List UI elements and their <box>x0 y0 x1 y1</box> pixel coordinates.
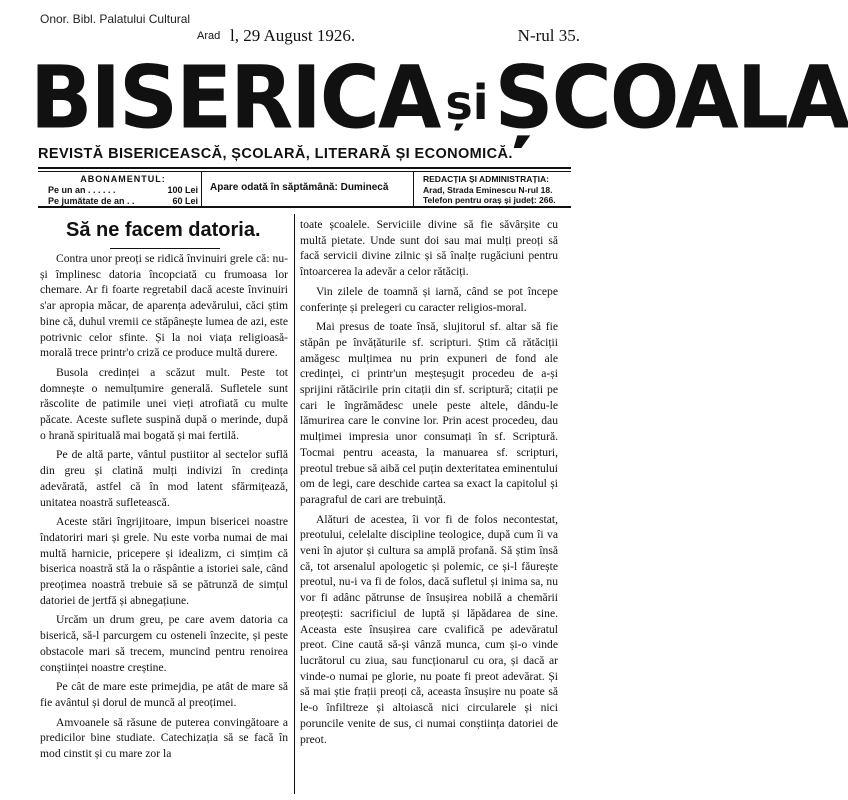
masthead-subtitle: REVISTĂ BISERICEASCĂ, ȘCOLARĂ, LITERARĂ ȘI ECONOMICĂ. <box>38 146 513 162</box>
masthead-word-biserica: BISERICA <box>30 48 440 149</box>
editorial-heading: REDACȚIA ȘI ADMINISTRAȚIA: <box>423 174 549 184</box>
article-column-right <box>300 217 558 796</box>
masthead-word-si: și <box>445 74 489 131</box>
article-paragraph: toate școalele. Serviciile divine să fie săvârșite cu multă pietate. Unde sunt doi sau mai mulți preoți să facă servicii divine zilnic și să înalțe rugăciuni pentru întoarcerea la adevăr a celor rătăciți. <box>300 218 558 279</box>
subscription-year-label: Pe un an . . . . . . <box>48 185 116 195</box>
editorial-phone: Telefon pentru oraș și județ: 266. <box>423 195 556 205</box>
article-paragraph: Pe cât de mare este primejdia, pe atât de mare să fie avântul și dorul de muncă al preoțimei. <box>40 680 288 709</box>
editorial-address: Arad, Strada Eminescu N-rul 18. <box>423 184 553 195</box>
article-column-left <box>40 251 288 796</box>
article-title: Să ne facem datoria. <box>66 219 261 241</box>
city-label: Arad <box>197 30 221 42</box>
dateline <box>40 22 580 48</box>
article-paragraph: Amvoanele să răsune de puterea convingătoare a predicilor bine studiate. Catechizația să se facă în mod cinstit și cu mare zor la <box>40 715 288 761</box>
header-rule <box>38 167 571 169</box>
subscription-box <box>48 174 198 207</box>
info-divider-left <box>201 172 202 206</box>
article-paragraph: Alături de acestea, îi vor fi de folos necontestat, preotului, celelalte discipline teologice, după cum îi va veni în ajutor și cultura sa amplă profană. Să știm însă că, tot arsenalul apologetic și polemic, ce și-l făurește preotul, nu-i va fi de folos, dacă sufletul și inima sa, nu vor fi adânc pătrunse de însușirea nobilă a chemării preoțești: sacrificiul de luptă și lăpădarea de sine. Aceasta este însușirea care cvalifică pe adevăratul preot. Cine caută să-și vânză munca, cum și-o vinde lucrătorul cu ziua, sau funcționarul cu ora, și dacă ar vinde-o numai pe glorie, nu poate fi preot adevărat. Și să mai știe frații preoți că, aceasta însușire nu poate să le-o înfiltreze și altoiască nici circularele și nici poruncile venite de sus, ci numai conștiința datoriei de preot. <box>300 512 558 746</box>
article-paragraph: Pe de altă parte, vântul pustiitor al sectelor suflă din greu și clatină mulți indivizi în credința adevărată, astfel că în mod latent sfărmițează, unitatea noastră sufletească. <box>40 448 288 509</box>
publication-frequency: Apare odată în săptămână: Duminecă <box>210 182 389 193</box>
subscription-row-half <box>48 196 198 207</box>
subscription-half-label: Pe jumătate de an . . <box>48 196 135 206</box>
column-divider <box>294 214 295 794</box>
info-divider-right <box>413 172 414 206</box>
library-stamp: Onor. Bibl. Palatului Cultural <box>40 12 191 26</box>
article-paragraph: Aceste stări îngrijitoare, impun bisericei noastre îndatoriri mari și grele. Nu este vorba numai de mai multă harnicie, pricepere și idealizm, ci simțim că biserica noastră stă la o răspântie a istoriei sale, când preoțimea noastră trebuie să se pătrunză de simțul datoriei de jertfă și abnegațiune. <box>40 515 288 607</box>
article-paragraph: Contra unor preoți se ridică învinuiri grele că: nu-și împlinesc datoria încopciată cu frumoasa lor chemare. Ar fi foarte regretabil dacă aceste învinuiri s'ar apropia măcar, de aparența adevărului, căci știm bine că, duhul vremii ce stăpânește lumea de azi, este potrivnic celor sfinte. Și la noi viața religioasă-morală trece printr'o criză ce produce multă durere. <box>40 252 288 360</box>
issue-date: l, 29 August 1926. <box>230 26 356 45</box>
subscription-half-price: 60 Lei <box>172 196 198 206</box>
subscription-year-price: 100 Lei <box>167 185 198 195</box>
masthead-word-scoala: ȘCOALA <box>494 48 848 149</box>
article-paragraph: Mai presus de toate însă, slujitorul sf. altar să fie stăpân pe învățăturile sf. scripturi. Știm că rătăciții amăgesc mulțimea nu prin expuneri de fond ale credinței, ci printr'un meșteșugit procedeu de a-și sprijini rătăcirile prin citații din sf. scriptură; citații pe cari le îngrămădesc unele peste altele, dându-le lămurirea care le convine lor. Prin acest procedeu, dau mulțimei impresia unor consumați în sf. Scriptură. Tocmai pentru aceasta, la manuarea sf. scripturi, preotul trebue să aibă cel puțin dexteritatea eminentului om de legi, care deschide cartea sa exact la capitolul și paragraful de cari are trebuință. <box>300 320 558 506</box>
article-paragraph: Vin zilele de toamnă și iarnă, când se pot începe conferințe și prelegeri cu caracter religios-moral. <box>300 284 558 314</box>
article-paragraph: Busola credinței a scăzut mult. Peste tot domnește o nemulțumire generală. Sufletele sunt răscolite de patimile unei vieți atrofiată cu multe păcate. Aceste suflete suspină după o merinde, după o hrană spirituală mai bogată și mai fertilă. <box>40 365 288 442</box>
editorial-box <box>423 174 571 206</box>
article-paragraph: Urcăm un drum greu, pe care avem datoria ca biserică, să-l parcurgem cu osteneli înzecite, și peste obstacole mari să trecem, muncind pentru renoirea conștiinței noastre creștine. <box>40 613 288 674</box>
subscription-heading: ABONAMENTUL: <box>80 174 166 184</box>
title-underline <box>110 248 220 249</box>
info-bar <box>38 171 571 208</box>
subscription-row-year <box>48 185 198 196</box>
issue-number: N-rul 35. <box>517 26 580 45</box>
masthead <box>30 48 848 149</box>
